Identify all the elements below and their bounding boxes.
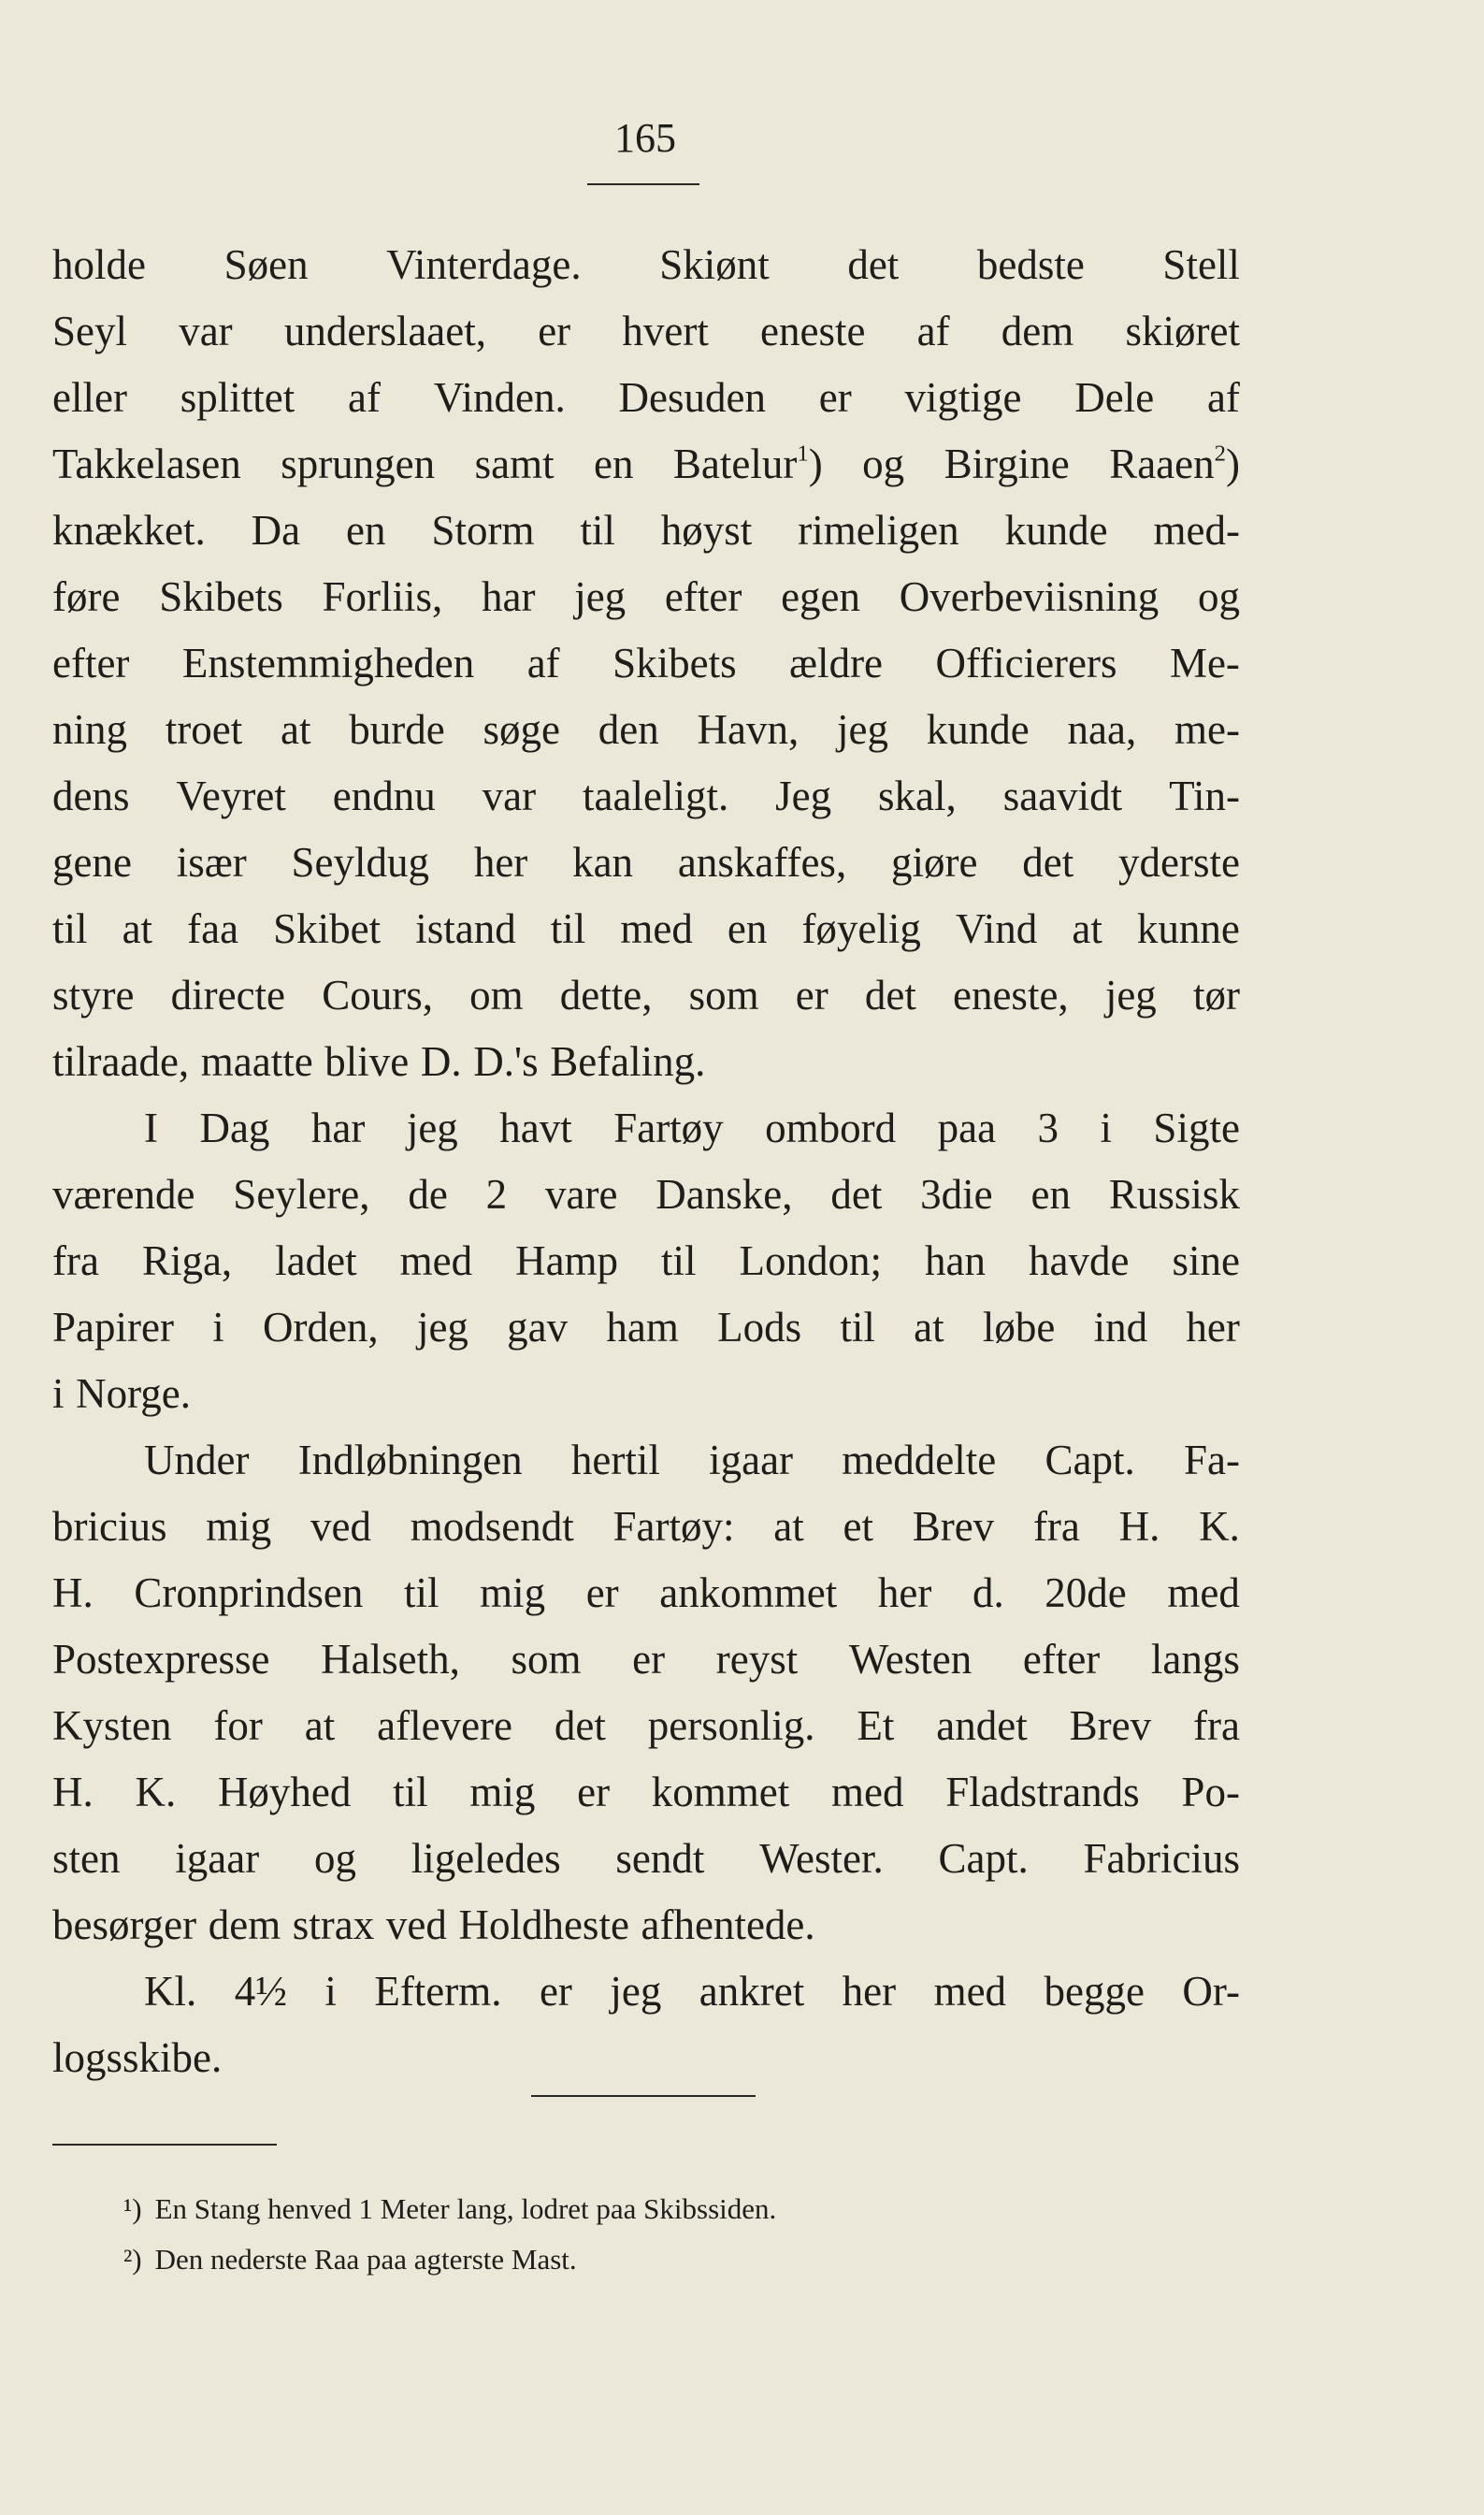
text-line: Takkelasen sprungen samt en Batelur$^1$) og Birgine Raaen$^2$) (52, 441, 1240, 487)
text-line: ning troet at burde søge den Havn, jeg kunde naa, me- (52, 706, 1240, 753)
footnotes (123, 2184, 1152, 2285)
footnote-text: Den nederste Raa paa agterste Mast. (154, 2243, 577, 2276)
text-line: dens Veyret endnu var taaleligt. Jeg skal, saavidt Tin- (52, 773, 1240, 819)
text-line: knækket. Da en Storm til høyst rimeligen kunde med- (52, 507, 1240, 554)
footnote (123, 2234, 1152, 2285)
text-line: Kysten for at aflevere det personlig. Et andet Brev fra (52, 1702, 1240, 1749)
text-line: H. Cronprindsen til mig er ankommet her d. 20de med (52, 1569, 1240, 1616)
text-line: Kl. 4½ i Efterm. er jeg ankret her med begge Or- (144, 1968, 1240, 2015)
text-line: Under Indløbningen hertil igaar meddelte Capt. Fa- (144, 1437, 1240, 1483)
footnote (123, 2184, 1152, 2234)
text-line: styre directe Cours, om dette, som er det eneste, jeg tør (52, 972, 1240, 1019)
footnote-divider (52, 2144, 277, 2146)
text-line: gene især Seyldug her kan anskaffes, giøre det yderste (52, 839, 1240, 886)
text-line: logsskibe. (52, 2034, 223, 2081)
footnote-mark: ¹) (123, 2192, 142, 2225)
text-line: I Dag har jeg havt Fartøy ombord paa 3 i Sigte (144, 1105, 1240, 1151)
footnote-mark: ²) (123, 2243, 142, 2276)
body-text (52, 232, 1240, 2091)
text-line: efter Enstemmigheden af Skibets ældre Officierers Me- (52, 640, 1240, 687)
text-line: holde Søen Vinterdage. Skiønt det bedste Stell (52, 241, 1240, 288)
footnote-text: En Stang henved 1 Meter lang, lodret paa Skibssiden. (154, 2192, 777, 2225)
page-number-underline (587, 183, 699, 185)
text-line: Postexpresse Halseth, som er reyst Westen efter langs (52, 1636, 1240, 1683)
text-line: Seyl var underslaaet, er hvert eneste af dem skiøret (52, 308, 1240, 354)
text-line: i Norge. (52, 1370, 192, 1417)
text-line: eller splittet af Vinden. Desuden er vigtige Dele af (52, 374, 1240, 421)
text-line: Papirer i Orden, jeg gav ham Lods til at løbe ind her (52, 1304, 1240, 1351)
page-number: 165 (614, 115, 676, 161)
text-line: sten igaar og ligeledes sendt Wester. Capt. Fabricius (52, 1835, 1240, 1882)
section-divider (531, 2095, 756, 2097)
text-line: bricius mig ved modsendt Fartøy: at et Brev fra H. K. (52, 1503, 1240, 1550)
text-line: H. K. Høyhed til mig er kommet med Fladstrands Po- (52, 1769, 1240, 1815)
text-line: fra Riga, ladet med Hamp til London; han havde sine (52, 1237, 1240, 1284)
text-line: besørger dem strax ved Holdheste afhentede. (52, 1901, 815, 1948)
text-line: til at faa Skibet istand til med en føyelig Vind at kunne (52, 905, 1240, 952)
text-line: føre Skibets Forliis, har jeg efter egen Overbeviisning og (52, 573, 1240, 620)
text-line: tilraade, maatte blive D. D.'s Befaling. (52, 1038, 706, 1085)
text-line: værende Seylere, de 2 vare Danske, det 3die en Russisk (52, 1171, 1240, 1218)
